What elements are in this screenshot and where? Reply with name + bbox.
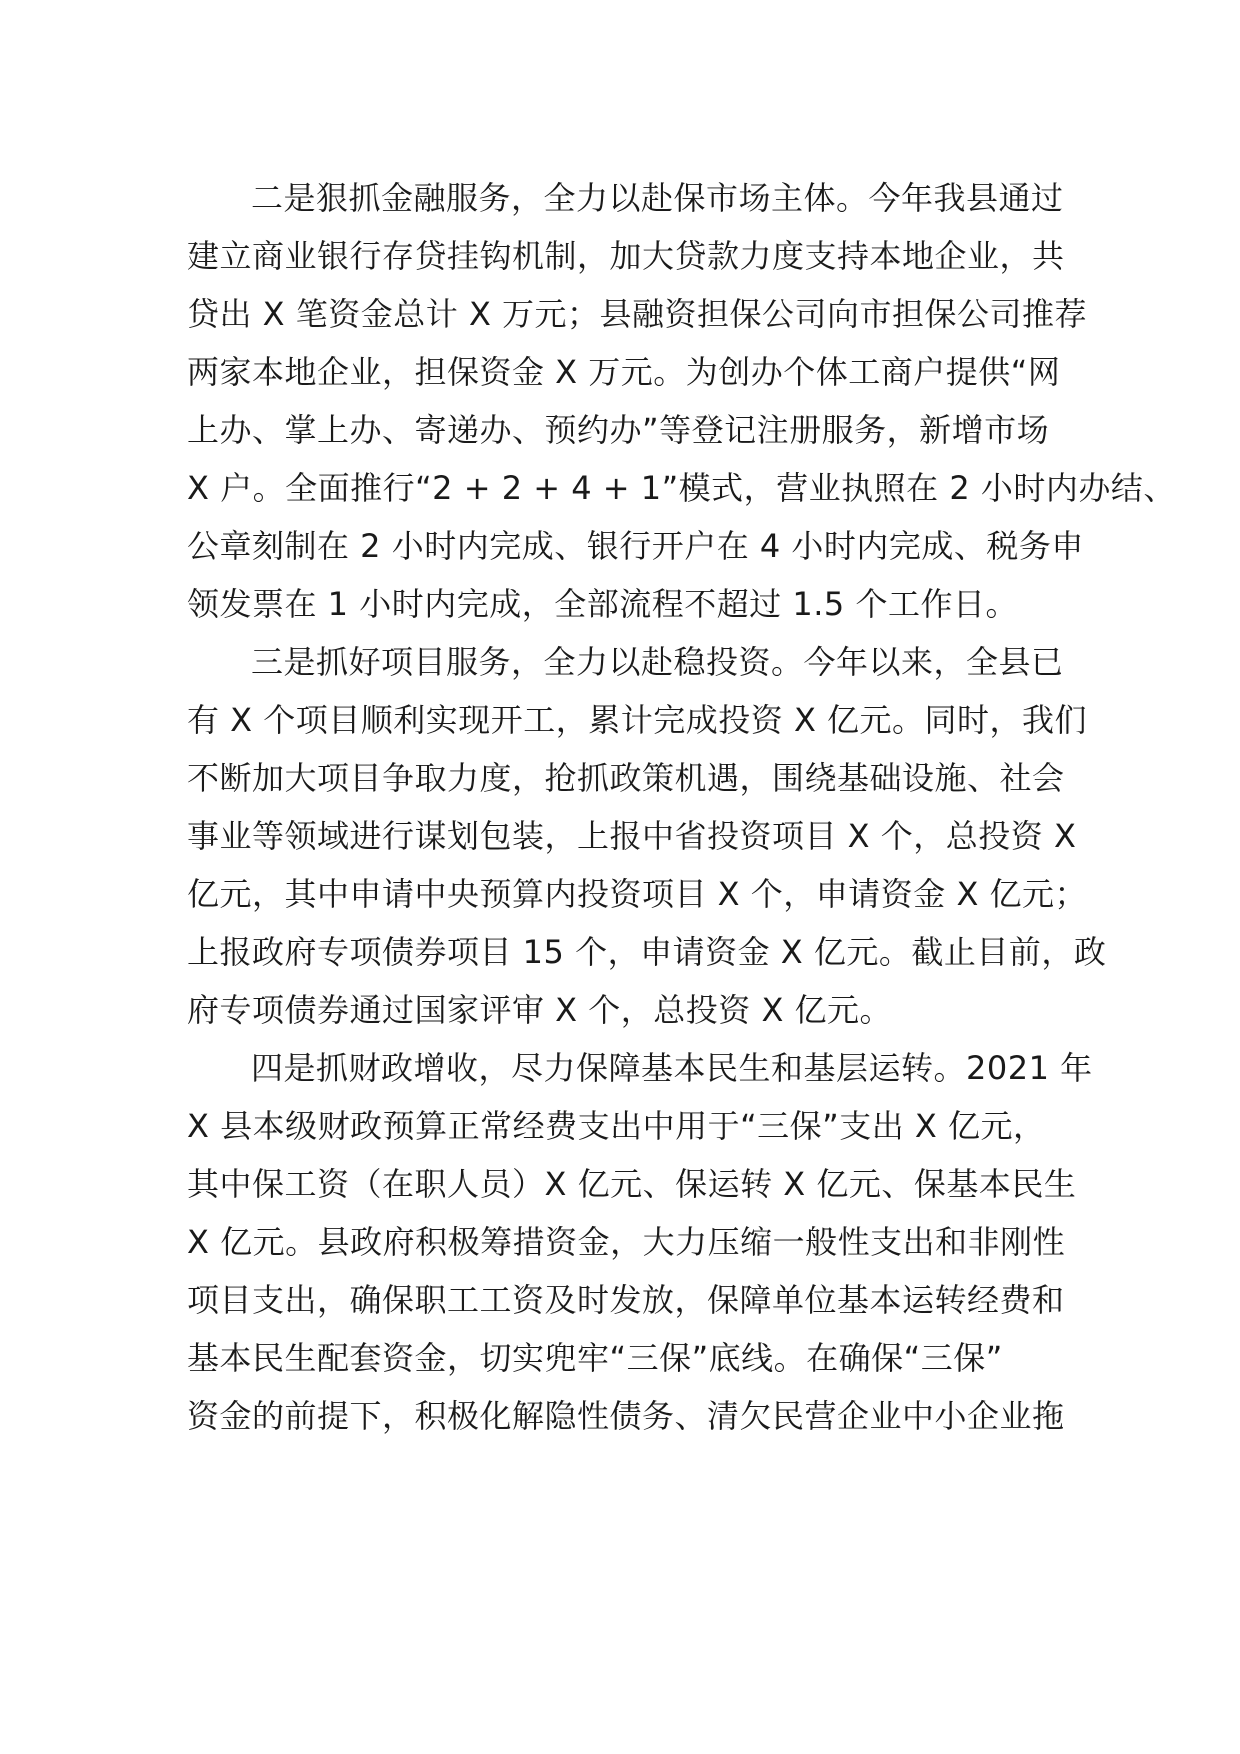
paragraph-line: 项目支出，确保职工工资及时发放，保障单位基本运转经费和: [187, 1281, 1065, 1319]
paragraph-line: 贷出 X 笔资金总计 X 万元；县融资担保公司向市担保公司推荐: [187, 295, 1088, 333]
paragraph-line: 两家本地企业，担保资金 X 万元。为创办个体工商户提供“网: [187, 353, 1061, 391]
paragraph-line: 领发票在 1 小时内完成，全部流程不超过 1.5 个工作日。: [187, 585, 1018, 623]
paragraph-line: 资金的前提下，积极化解隐性债务、清欠民营企业中小企业拖: [187, 1397, 1065, 1435]
paragraph-line: 公章刻制在 2 小时内完成、银行开户在 4 小时内完成、税务申: [187, 527, 1084, 565]
paragraph-line: 上报政府专项债券项目 15 个，申请资金 X 亿元。截止目前，政: [187, 933, 1107, 971]
paragraph-line: 亿元，其中申请中央预算内投资项目 X 个，申请资金 X 亿元；: [187, 875, 1088, 913]
paragraph-line: 事业等领域进行谋划包装，上报中省投资项目 X 个，总投资 X: [187, 817, 1077, 855]
paragraph-line: 上办、掌上办、寄递办、预约办”等登记注册服务，新增市场: [187, 411, 1050, 449]
paragraph-line: 建立商业银行存贷挂钩机制，加大贷款力度支持本地企业，共: [187, 237, 1065, 275]
paragraph-line: 二是狠抓金融服务，全力以赴保市场主体。今年我县通过: [251, 179, 1064, 217]
paragraph-line: 其中保工资（在职人员）X 亿元、保运转 X 亿元、保基本民生: [187, 1165, 1077, 1203]
paragraph-line: X 亿元。县政府积极筹措资金，大力压缩一般性支出和非刚性: [187, 1223, 1066, 1261]
paragraph-line: 基本民生配套资金，切实兜牢“三保”底线。在确保“三保”: [187, 1339, 1003, 1377]
paragraph-line: 三是抓好项目服务，全力以赴稳投资。今年以来，全县已: [251, 643, 1064, 681]
paragraph-line: 府专项债券通过国家评审 X 个，总投资 X 亿元。: [187, 991, 893, 1029]
paragraph-line: 有 X 个项目顺利实现开工，累计完成投资 X 亿元。同时，我们: [187, 701, 1088, 739]
paragraph-line: 四是抓财政增收，尽力保障基本民生和基层运转。2021 年: [251, 1049, 1093, 1087]
paragraph-line: X 户。全面推行“2 + 2 + 4 + 1”模式，营业执照在 2 小时内办结、: [187, 469, 1176, 507]
paragraph-line: X 县本级财政预算正常经费支出中用于“三保”支出 X 亿元，: [187, 1107, 1046, 1145]
paragraph-line: 不断加大项目争取力度，抢抓政策机遇，围绕基础设施、社会: [187, 759, 1065, 797]
